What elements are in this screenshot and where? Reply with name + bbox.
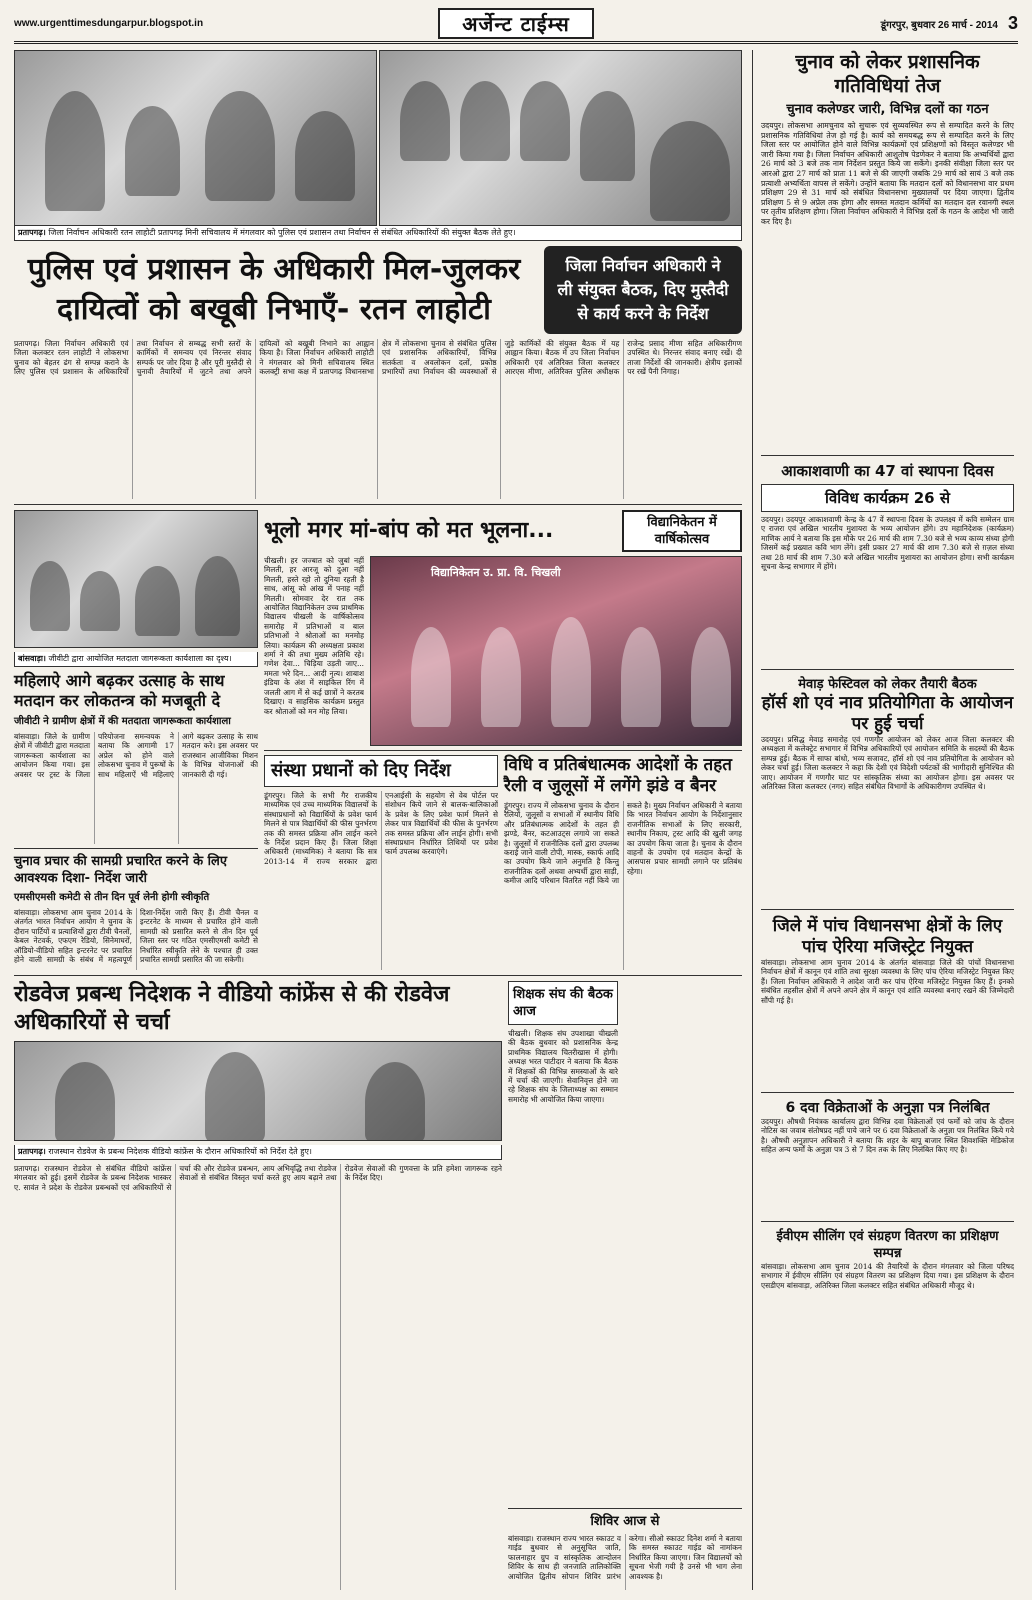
roadways-caption — [14, 1145, 502, 1160]
voter-awareness-column — [14, 510, 258, 970]
dateline: डूंगरपुर, बुधवार 26 मार्च - 2014 — [880, 19, 998, 31]
left-section — [14, 50, 742, 1590]
campaign-material-body: बांसवाड़ा। लोकसभा आम चुनाव 2014 के अंतर्गत भारत निर्वाचन आयोग ने चुनाव के दौरान पार्टियों व प्रत्याशियों द्वारा टीवी चैनलों, केबल नेटवर्क, एफएम रेडियो, सिनेमाघरों, ऑडियो-वीडियो सहित इन्टरनेट पर प्रचारित होने वाली सामग्री के संबंध में महत्वपूर्ण दिशा-निर्देश जारी किए हैं। टीवी चैनल व इन्टरनेट के माध्यम से प्रचारित होने वाली सामग्री को प्रसारित करने से तीन दिन पूर्व जिला स्तर पर गठित एमसीएमसी कमेटी से निर्धारित स्वीकृति लेने के पश्चात ही उक्त प्रचारित सामग्री प्रसारित की जा सकेगी। — [14, 908, 258, 965]
akashvani-subhead-box — [761, 484, 1014, 512]
mewar-body: उदयपुर। प्रसिद्ध मेवाड़ समारोह एवं गणगौर आयोजन को लेकर आज जिला कलक्टर की अध्यक्षता में कलेक्ट्रेट सभागार में विभिन्न अधिकारियों एवं आयोजन समिति के सदस्यों की बैठक सम्पन्न हुई। बैठक में साफा बांधो, भव्य सजावट, हॉर्स शो एवं नाव प्रतियोगिता के आयोजन को लेकर चर्चा हुई। जिला कलक्टर ने कहा कि देशी एवं विदेशी पर्यटकों की भागीदारी सुनिश्चित की जाए। आयोजन में गणगौर घाट पर सांस्कृतिक संध्या का आयोजन होगा। इस अवसर पर अतिरिक्त जिला कलक्टर (नगर) सहित संबंधित विभागों के अधिकारीगण उपस्थित थे। — [761, 735, 1014, 792]
caption-text: राजस्थान रोडवेज के प्रबन्ध निदेशक वीडियो कांफ्रेंस के दौरान अधिकारियों को निर्देश देते हुए। — [48, 1147, 312, 1156]
vidyaniketan-body: चीखली। हर जज्बात को जुबां नहीं मिलती, हर आरजू को दुआ नहीं मिलती, हस्ते रहो तो दुनिया रहती है साथ, आंसू को आंख में पनाह नहीं मिलती। सोमवार देर रात तक आयोजित विद्यानिकेतन उच्च प्राथमिक विद्यालय चीखली के वार्षिकोत्सव समारोह में प्रतिभाओं व बाल प्रतिभाओं ने श्रोताओं का मनमोह लिया। कार्यक्रम की अध्यक्षता प्रकाश शर्मा ने की तथा मुख्य अतिथि रहे। गणेश देवा... चिड़िया उड़ती जाए... ममता भरे दिन... आदी नृत्य। शाबाश इंडिया के अंश में साइकिल रिंग में जलती आग में से कई छात्रों ने करतब दिखाए। व साहसिक कार्यक्रम प्रस्तुत कर श्रोताओं को मन मोह लिया। — [264, 556, 364, 716]
vidyaniketan-headline: भूलो मगर मां-बांप को मत भूलना... — [264, 518, 554, 543]
election-article — [761, 50, 1014, 456]
teachers-union-article — [508, 981, 618, 1504]
bottom-row — [14, 981, 742, 1590]
masthead-right — [678, 13, 1018, 34]
caption-label: प्रतापगढ़। — [18, 228, 46, 237]
voter-awareness-caption — [14, 652, 258, 667]
vidyaniketan-photo — [370, 556, 742, 746]
mid-row — [14, 510, 742, 970]
election-body: उदयपुर। लोकसभा आमचुनाव को सुचारू एवं सुव्यवस्थित रूप से सम्पादित करने के लिए प्रशासनिक गतिविधियां तेज हो गई है। कार्य को समयबद्ध रूप से सम्पादित करने के लिए जिला स्तर पर आयोजित होने वाले विभिन्न कार्यक्रमों एवं प्रशिक्षणों को विस्तृत कलेण्डर भी जारी किया गया है। जिला निर्वाचन अधिकारी आशुतोष पेडणेकर ने बताया कि अभ्यर्थियों द्वारा 26 मार्च को 3 बजे तक नाम निर्देशन प्रस्तुत किये जा सकेंगे। इनकी संवीक्षा जिला स्तर पर आरओ द्वारा 27 मार्च को प्रातः 11 बजे से की जाएगी जबकि 29 मार्च को सायं 3 बजे तक प्रत्याशी अभ्यर्थिता वापस ले सकेंगे। उन्होंने बताया कि मतदान दलों को विधानसभा वार प्रथम प्रशिक्षण 29 से 31 मार्च को संबंधित विधानसभा मुख्यालयों पर दिया जाएगा। द्वितीय प्रशिक्षण 5 से 9 अप्रेल तक होगा और समस्त मतदान कर्मियों का मतदान दल रवानगी स्थल पर तृतीय प्रशिक्षण होगा। जिला निर्वाचन अधिकारी ने विभिन्न दलों के गठन के आदेश भी जारी कर दिए है। — [761, 121, 1014, 226]
magistrate-article — [761, 916, 1014, 1093]
sanstha-headline: संस्था प्रधानों को दिए निर्देश — [271, 760, 451, 781]
election-subhead: चुनाव कलेण्डर जारी, विभिन्न दलों का गठन — [786, 102, 989, 117]
sanstha-article — [264, 755, 498, 970]
teachers-union-headline: शिक्षक संघ की बैठक आज — [513, 987, 613, 1019]
voter-awareness-body: बांसवाड़ा। जिले के ग्रामीण क्षेत्रों में जीवीटी द्वारा मतदाता जागरूकता कार्यशाला का आयोजन किया गया। इस अवसर पर ट्रस्ट के जिला परियोजना समन्वयक ने बताया कि आगामी 17 अप्रेल को होने वाले लोकसभा चुनाव में पुरूषों के साथ महिलाऐं भी महिलाएं आगे बढ़कर उत्साह के साथ मतदान करे। इस अवसर पर राजस्थान आजीविका मिशन के विभिन्न योजनाओं की जानकारी दी गई। — [14, 732, 258, 779]
mewar-subhead: हॉर्स शो एवं नाव प्रतियोगिता के आयोजन पर हुई चर्चा — [761, 693, 1014, 734]
center-column — [264, 510, 742, 970]
site-url[interactable]: www.urgenttimesdungarpur.blogspot.in — [14, 18, 204, 29]
page-number: 3 — [1007, 13, 1018, 33]
mewar-article — [761, 676, 1014, 910]
right-section — [752, 50, 1014, 1590]
roadways-article — [14, 981, 502, 1590]
newspaper-brand: अर्जेन्ट टाईम्स — [438, 8, 594, 39]
vidyaniketan-header — [264, 510, 742, 552]
akashvani-body: उदयपुर। उदयपुर आकाशवाणी केन्द्र के 47 वें स्थापना दिवस के उपलक्ष्य में कवि सम्मेलन ग्राम ए राजरा एवं अखिल भारतीय मुशायरा के भव्य आयोजन होंगे। उप महानिदेशक (कार्यक्रम) माणिक आर्य ने बताया कि इस मौके पर 26 मार्च की शाम 7.30 बजे से भव्य काव्य संध्या होगी जिसमें कई प्रख्यात कवि भाग लेंगे। इसी प्रकार 27 मार्च की शाम 7.30 बजे से ग़ज़ल संध्या तथा 28 मार्च की शाम 7.30 बजे अखिल भारतीय मुशायरा का आयोजन होगा। सभी कार्यक्रम सूचना केन्द्र सभागार में होंगे। — [761, 515, 1014, 572]
voter-awareness-subhead: जीवीटी ने ग्रामीण क्षेत्रों में की मतदाता जागरूकता कार्यशाला — [14, 716, 231, 727]
roadways-headline: रोडवेज प्रबन्ध निदेशक ने वीडियो कांफ्रेंस से की रोडवेज अधिकारियों से चर्चा — [14, 982, 450, 1035]
evm-body: बांसवाड़ा। लोकसभा आम चुनाव 2014 की तैयारियों के दौरान मंगलवार को जिला परिषद सभागार में ईवीएम सीलिंग एवं संग्रहण वितरण का प्रशिक्षण दिया गया। इस प्रशिक्षण के दौरान एसडीएम बांसवाड़ा, अतिरिक्त जिला कलक्टर सहित संबंधित अधिकारी मौजूद थे। — [761, 1262, 1014, 1290]
lead-headline-row — [14, 246, 742, 334]
teachers-union-row — [508, 981, 742, 1504]
evm-headline: ईवीएम सीलिंग एवं संग्रहण वितरण का प्रशिक्षण सम्पन्न — [776, 1229, 999, 1261]
pharmacy-headline: 6 दवा विक्रेताओं के अनुज्ञा पत्र निलंबित — [785, 1100, 990, 1116]
camp-today-headline: शिविर आज से — [590, 1514, 660, 1529]
magistrate-headline: जिले में पांच विधानसभा क्षेत्रों के लिए पांच ऐरिया मजिस्ट्रेट नियुक्त — [772, 916, 1003, 957]
akashvani-subhead: विविध कार्यक्रम 26 से — [825, 489, 950, 507]
caption-text: जीवीटी द्वारा आयोजित मतदाता जागरूकता कार्यशाला का दृश्य। — [48, 654, 232, 663]
roadways-photo — [14, 1041, 502, 1141]
lead-photo-right — [379, 50, 742, 226]
restrictive-orders-article — [504, 755, 742, 970]
lead-photo-caption — [14, 226, 742, 241]
restrictive-orders-headline: विधि व प्रतिबंधात्मक आदेशों के तहत रैली व जुलूसों में लगेंगे झंडे व बैनर — [504, 755, 732, 796]
akashvani-headline: आकाशवाणी का 47 वां स्थापना दिवस — [781, 462, 994, 480]
pharmacy-article — [761, 1099, 1014, 1222]
mewar-headline: मेवाड़ फेस्टिवल को लेकर तैयारी बैठक — [798, 677, 977, 692]
lead-photo-block — [14, 50, 742, 241]
voter-awareness-photo — [14, 510, 258, 648]
voter-awareness-headline: महिलाऐ आगे बढ़कर उत्साह के साथ मतदान कर लोकतन्त्र को मजबूती दे — [14, 671, 225, 710]
lead-photo-left — [14, 50, 377, 226]
magistrate-body: बांसवाड़ा। लोकसभा आम चुनाव 2014 के अंतर्गत बांसवाड़ा जिले की पांचों विधानसभा निर्वाचन क्षेत्रों में कानून एवं शांति तथा सुरक्षा व्यवस्था के लिए पांच ऐरिया मजिस्ट्रेट नियुक्त किए हैं। जिला निर्वाचन अधिकारी ने आदेश जारी कर पांच ऐरिया मजिस्ट्रेट नियुक्त किए हैं। इनको संबंधित तहसील क्षेत्रों में अपने अपने क्षेत्र में कानून एवं शांति व्यवस्था बनाए रखने की जिम्मेदारी सौंपी गई है। — [761, 958, 1014, 1005]
evm-article — [761, 1228, 1014, 1590]
restrictive-orders-body: डूंगरपुर। राज्य में लोकसभा चुनाव के दौरान रैलियों, जुलूसों व सभाओं में स्थानीय विधि और प्रतिबंधात्मक आदेशों के तहत ही झण्डे, बैनर, कटआउट्स लगाये जा सकते है। जुलूसों में राजनीतिक दलों द्वारा उपलब्ध कराई जाने वाली टोपी, मास्क, स्कार्फ आदि का उपयोग किये जाने अनुमति है किन्तु राजनीतिक दलों अथवा अभ्यर्थी द्वारा साड़ी, कमीज आदि परिधान वितरित नहीं किये जा सकते है। मुख्य निर्वाचन अधिकारी ने बताया कि भारत निर्वाचन आयोग के निर्देशानुसार राजनीतिक सभाओं के लिए सरकारी, स्थानीय निकाय, ट्रस्ट आदि की खुली जगह का उपयोग किया जाता है। चुनाव के दौरान वाहनों के उपयोग एवं मतदान केन्द्रों के आसपास प्रचार सामग्री लगाने पर प्रतिबंध रहेगा। — [504, 801, 742, 886]
camp-today-body: बांसवाड़ा। राजस्थान राज्य भारत स्काउट व गाईड बुधवार से अनुसूचित जाति, फालनाहार ग्रुप व सांस्कृतिक आन्दोलन शिविर के साथ ही जनजाति तालिकोक्ति आयोजित द्वितीय सोपान शिविर प्रारंभ करेगा। सीओ स्काउट दिनेश शर्मा ने बताया कि समस्त स्काउट गाईड को नामांकन निर्धारित किया जाएगा। जिन विद्यालयों को सूचना भेजी गयी है उनसे भी भाग लेना आवश्यक है। — [508, 1534, 742, 1581]
election-headline: चुनाव को लेकर प्रशासनिक गतिविधियां तेज — [795, 51, 980, 97]
sanstha-body: डूंगरपुर। जिले के सभी गैर राजकीय माध्यमिक एवं उच्च माध्यमिक विद्यालयों के संस्थाप्रधानों को विद्यार्थियों के प्रवेश फार्म मिलने से पात्र विद्यार्थियों की फीस पुनर्भरण तक की समस्त प्रक्रिया ऑन लाईन करने के निर्देश प्रदान किए हैं। जिला शिक्षा अधिकारी (माध्यमिक) ने बताया कि सत्र 2013-14 में राज्य सरकार द्वारा एनआईसी के सहयोग से वेब पोर्टल पर संशोधन किये जाने से बालक-बालिकाओं के प्रवेश के लिए प्रवेश फार्म मिलने से लेकर पात्र विद्यार्थियों की फीस के पुनर्भरण तक समस्त प्रक्रिया ऑन लाईन होगी। सभी संस्थाप्रधान निर्धारित तिथियों पर प्रवेश फार्म उपलब्ध करवाएंगे। — [264, 791, 498, 866]
banner-text: विद्यानिकेतन उ. प्रा. वि. चिखली — [431, 566, 561, 579]
vidyaniketan-tag: विद्यानिकेतन में वार्षिकोत्सव — [622, 510, 742, 552]
bottom-right — [508, 981, 742, 1590]
masthead — [14, 10, 1018, 44]
caption-label: बांसवाड़ा। — [18, 654, 46, 663]
lead-headline: पुलिस एवं प्रशासन के अधिकारी मिल-जुलकर दायित्वों को बखूबी निभाएँ- रतन लाहोटी — [27, 252, 521, 327]
caption-text: जिला निर्वाचन अधिकारी रतन लाहोटी प्रतापगढ़ मिनी सचिवालय में मंगलवार को पुलिस एवं प्रशासन तथा निर्वाचन से संबंधित अधिकारियों की संयुक्त बैठक लेते हुए। — [48, 228, 516, 237]
vidyaniketan-body-row — [264, 556, 742, 746]
sanstha-headline-box — [264, 755, 498, 787]
teachers-union-headline-box — [508, 981, 618, 1025]
roadways-body: प्रतापगढ़। राजस्थान रोडवेज से संबंधित वीडियो कांफ्रेंस मंगलवार को हुई। इसमें रोडवेज के प्रबन्ध निदेशक भास्कर ए. सावंत ने प्रदेश के रोडवेज प्रबन्धकों एवं अधिकारियों से चर्चा की और रोडवेज प्रबन्धन, आय अभिवृद्धि तथा रोडवेज सेवाओं से संबंधित विस्तृत चर्चा करते हुए आय बढ़ाने तथा रोडवेज सेवाओं की गुणवत्ता के प्रति हमेशा जागरूक रहने के निर्देश दिए। — [14, 1164, 502, 1192]
center-lower-row — [264, 755, 742, 970]
lead-kicker: जिला निर्वाचन अधिकारी ने ली संयुक्त बैठक, दिए मुस्तैदी से कार्य करने के निर्देश — [544, 246, 742, 334]
pharmacy-body: उदयपुर। औषधी नियंत्रक कार्यालय द्वारा विभिन्न दवा विक्रेताओं एवं फर्मों को जांच के दौरान नोटिस का जवाब संतोषप्रद नहीं पाये जाने पर 6 दवा विक्रेताओं के अनुज्ञा पत्र निलंबित किये गये है। औषधी अनुज्ञापन अधिकारी ने बताया कि शहर के बापू बाजार स्थित शिवशक्ति मेडिकोज सहित अन्य फर्मों के अनुज्ञा पत्र 3 से 7 दिन तक के लिए निलंबित किए गए है। — [761, 1117, 1014, 1155]
akashvani-article — [761, 462, 1014, 670]
teachers-union-body: चीखली। शिक्षक संघ उपशाखा चीखली की बैठक बुधवार को प्रशासनिक केन्द्र प्राथमिक विद्यालय चितरीखास में होगी। अध्यक्ष भरत पाटीदार ने बताया कि बैठक में शिक्षकों की विभिन्न समस्याओं के बारे में चर्चा की जाएगी। सेवानिवृत्त होने जा रहे शिक्षक संघ के जिलाध्यक्ष का सम्मान समारोह भी आयोजित किया जाएगा। — [508, 1029, 618, 1104]
campaign-material-headline: चुनाव प्रचार की सामग्री प्रचारित करने के लिए आवश्यक दिशा- निर्देश जारी — [14, 854, 228, 886]
caption-label: प्रतापगढ़। — [18, 1147, 46, 1156]
lead-article-body: प्रतापगढ़। जिला निर्वाचन अधिकारी एवं जिला कलक्टर रतन लाहोटी ने लोकसभा चुनाव को बेहतर ढंग से सम्पन्न कराने के लिए पुलिस एवं प्रशासन के अधिकारियों तथा निर्वाचन से सम्बद्ध सभी स्तरों के कार्मिकों में समन्वय एवं निरन्तर संवाद सम्पर्क पर जोर दिया है और पूरी मुस्तैदी से चुनावी तैयारियों में जुटने तथा अपने दायित्वों को बखूबी निभाने का आह्वान किया है। जिला निर्वाचन अधिकारी लाहोटी ने मंगलवार को मिनी सचिवालय स्थित कलक्ट्री सभा कक्ष में प्रतापगढ़ विधानसभा क्षेत्र में लोकसभा चुनाव से संबंधित पुलिस एवं प्रशासनिक अधिकारियों, विभिन्न सतर्कता व अवलोकन दलों, प्रकोष्ठ प्रभारियों तथा निर्वाचन की व्यवस्थाओं से जुड़े कार्मिकों की संयुक्त बैठक में यह आह्वान किया। बैठक में उप जिला निर्वाचन अधिकारी एवं अतिरिक्त जिला कलक्टर आरएस मीणा, अतिरिक्त पुलिस अधीक्षक राजेन्द्र प्रसाद मीणा सहित अधिकारीगण उपस्थित थे। निरन्तर संवाद बनाए रखें। दी ताजा निर्देशों की जानकारी। क्षेत्रीय इलाकों पर रखें पैनी निगाह। — [14, 339, 742, 377]
campaign-material-subhead: एमसीएमसी कमेटी से तीन दिन पूर्व लेनी होगी स्वीकृति — [14, 892, 210, 903]
